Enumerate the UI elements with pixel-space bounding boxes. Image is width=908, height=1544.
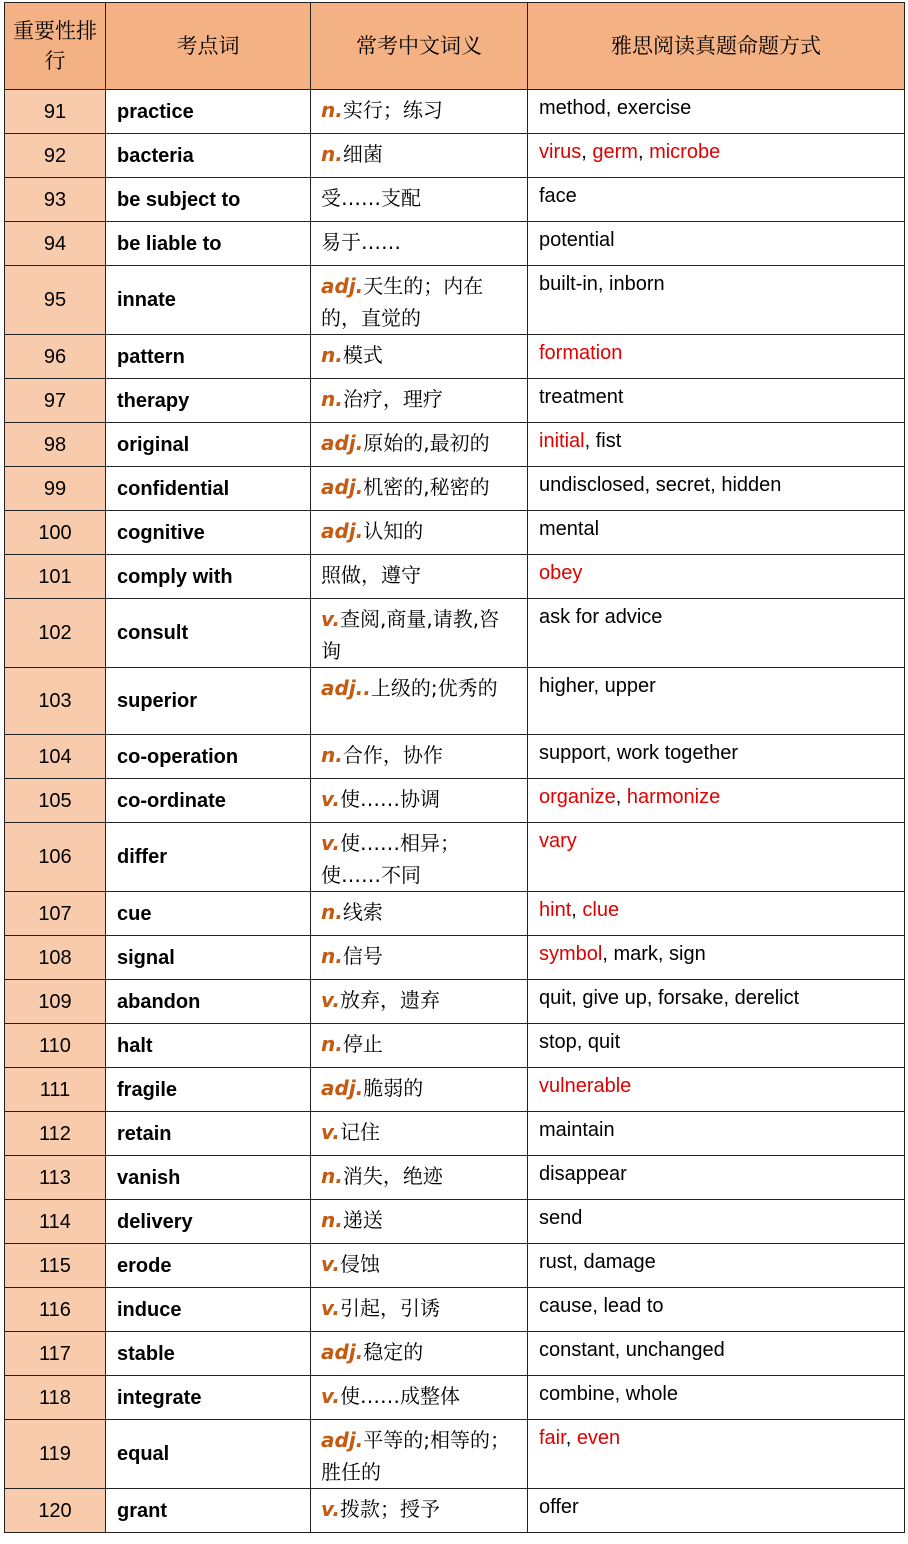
rank-cell: 109: [5, 980, 106, 1024]
part-of-speech: v.: [321, 831, 341, 855]
ielts-paraphrase-cell: [528, 1489, 905, 1533]
keyword-cell: erode: [106, 1244, 311, 1288]
chinese-meaning-cell: [311, 1112, 528, 1156]
chinese-meaning-cell: [311, 668, 528, 735]
ielts-paraphrase-cell: [528, 599, 905, 668]
rank-cell: 97: [5, 379, 106, 423]
synonym-text: higher, upper: [539, 675, 656, 697]
synonym-highlight: microbe: [649, 141, 721, 163]
table-row: [5, 511, 905, 555]
rank-cell: 100: [5, 511, 106, 555]
header-word: 考点词: [106, 3, 311, 90]
table-row: [5, 936, 905, 980]
ielts-paraphrase-cell: [528, 735, 905, 779]
part-of-speech: v.: [321, 1497, 341, 1521]
synonym-highlight: vulnerable: [539, 1075, 632, 1097]
table-row: [5, 134, 905, 178]
ielts-paraphrase-cell: [528, 936, 905, 980]
ielts-paraphrase-cell: [528, 1420, 905, 1489]
table-row: [5, 379, 905, 423]
ielts-paraphrase-cell: [528, 423, 905, 467]
keyword-cell: differ: [106, 823, 311, 892]
synonym-text: ask for advice: [539, 606, 663, 628]
chinese-meaning-cell: [311, 555, 528, 599]
table-row: [5, 1288, 905, 1332]
part-of-speech: adj.: [321, 475, 364, 499]
table-row: [5, 1200, 905, 1244]
synonym-text: ,: [615, 786, 627, 808]
synonym-highlight: obey: [539, 562, 583, 584]
chinese-meaning: 天生的；内在的，直觉的: [321, 274, 484, 330]
table-row: [5, 335, 905, 379]
rank-cell: 112: [5, 1112, 106, 1156]
rank-cell: 106: [5, 823, 106, 892]
part-of-speech: n.: [321, 1208, 343, 1232]
part-of-speech: adj..: [321, 676, 371, 700]
chinese-meaning-cell: [311, 735, 528, 779]
chinese-meaning: 线索: [342, 900, 383, 924]
keyword-cell: cue: [106, 892, 311, 936]
synonym-highlight: formation: [539, 342, 623, 364]
table-row: [5, 1156, 905, 1200]
part-of-speech: v.: [321, 1384, 341, 1408]
keyword-cell: comply with: [106, 555, 311, 599]
keyword-cell: be liable to: [106, 222, 311, 266]
keyword-cell: be subject to: [106, 178, 311, 222]
part-of-speech: v.: [321, 1252, 341, 1276]
keyword-cell: stable: [106, 1332, 311, 1376]
part-of-speech: adj.: [321, 431, 364, 455]
table-row: [5, 980, 905, 1024]
part-of-speech: adj.: [321, 274, 364, 298]
ielts-paraphrase-cell: [528, 1376, 905, 1420]
vocabulary-table: [4, 2, 905, 1533]
ielts-paraphrase-cell: [528, 1244, 905, 1288]
table-row: [5, 735, 905, 779]
chinese-meaning: 消失，绝迹: [342, 1164, 443, 1188]
header-rank: 重要性排行: [5, 3, 106, 90]
ielts-paraphrase-cell: [528, 779, 905, 823]
chinese-meaning-cell: [311, 1420, 528, 1489]
synonym-text: ,: [637, 141, 650, 163]
chinese-meaning: 引起，引诱: [340, 1296, 441, 1320]
ielts-paraphrase-cell: [528, 1024, 905, 1068]
keyword-cell: induce: [106, 1288, 311, 1332]
rank-cell: 93: [5, 178, 106, 222]
chinese-meaning-cell: [311, 1024, 528, 1068]
chinese-meaning-cell: [311, 1288, 528, 1332]
table-body: [5, 90, 905, 1533]
chinese-meaning-cell: [311, 779, 528, 823]
synonym-highlight: vary: [539, 830, 577, 852]
chinese-meaning: 实行；练习: [342, 98, 443, 122]
chinese-meaning: 平等的;相等的；胜任的: [321, 1428, 511, 1484]
ielts-paraphrase-cell: [528, 823, 905, 892]
keyword-cell: halt: [106, 1024, 311, 1068]
rank-cell: 95: [5, 266, 106, 335]
chinese-meaning-cell: [311, 511, 528, 555]
chinese-meaning: 机密的,秘密的: [363, 475, 490, 499]
table-row: [5, 178, 905, 222]
ielts-paraphrase-cell: [528, 1112, 905, 1156]
keyword-cell: cognitive: [106, 511, 311, 555]
chinese-meaning-cell: [311, 980, 528, 1024]
table-row: [5, 668, 905, 735]
chinese-meaning-cell: [311, 1068, 528, 1112]
chinese-meaning: 治疗，理疗: [342, 387, 443, 411]
rank-cell: 115: [5, 1244, 106, 1288]
chinese-meaning: 记住: [340, 1120, 381, 1144]
rank-cell: 99: [5, 467, 106, 511]
chinese-meaning-cell: [311, 1376, 528, 1420]
synonym-text: potential: [539, 229, 615, 251]
keyword-cell: retain: [106, 1112, 311, 1156]
ielts-paraphrase-cell: [528, 980, 905, 1024]
chinese-meaning: 拨款；授予: [340, 1497, 441, 1521]
rank-cell: 110: [5, 1024, 106, 1068]
part-of-speech: v.: [321, 787, 341, 811]
synonym-highlight: initial: [539, 430, 585, 452]
table-row: [5, 892, 905, 936]
rank-cell: 105: [5, 779, 106, 823]
chinese-meaning-cell: [311, 1332, 528, 1376]
table-header: [5, 3, 905, 90]
table-row: [5, 1489, 905, 1533]
chinese-meaning: 使……相异；使……不同: [321, 831, 461, 887]
keyword-cell: equal: [106, 1420, 311, 1489]
ielts-paraphrase-cell: [528, 467, 905, 511]
chinese-meaning: 放弃，遗弃: [340, 988, 441, 1012]
synonym-highlight: germ: [592, 141, 638, 163]
part-of-speech: v.: [321, 988, 341, 1012]
table-row: [5, 1244, 905, 1288]
ielts-paraphrase-cell: [528, 335, 905, 379]
ielts-paraphrase-cell: [528, 892, 905, 936]
rank-cell: 118: [5, 1376, 106, 1420]
chinese-meaning-cell: [311, 892, 528, 936]
ielts-paraphrase-cell: [528, 379, 905, 423]
rank-cell: 119: [5, 1420, 106, 1489]
table-row: [5, 599, 905, 668]
synonym-text: , mark, sign: [602, 943, 706, 965]
ielts-paraphrase-cell: [528, 1156, 905, 1200]
synonym-text: method, exercise: [539, 97, 692, 119]
part-of-speech: adj.: [321, 1340, 364, 1364]
part-of-speech: n.: [321, 98, 343, 122]
table-row: [5, 1376, 905, 1420]
synonym-highlight: organize: [539, 786, 616, 808]
table-row: [5, 823, 905, 892]
chinese-meaning: 查阅,商量,请教,咨询: [321, 607, 500, 663]
table-row: [5, 1332, 905, 1376]
chinese-meaning-cell: [311, 936, 528, 980]
synonym-text: quit, give up, forsake, derelict: [539, 987, 800, 1009]
synonym-text: disappear: [539, 1163, 627, 1185]
chinese-meaning-cell: [311, 823, 528, 892]
synonym-text: ,: [581, 141, 593, 163]
chinese-meaning-cell: [311, 222, 528, 266]
synonym-highlight: hint: [539, 899, 572, 921]
ielts-paraphrase-cell: [528, 668, 905, 735]
part-of-speech: adj.: [321, 1428, 364, 1452]
chinese-meaning-cell: [311, 1156, 528, 1200]
chinese-meaning: 脆弱的: [363, 1076, 424, 1100]
synonym-text: offer: [539, 1496, 579, 1518]
synonym-text: mental: [539, 518, 600, 540]
chinese-meaning: 细菌: [342, 142, 383, 166]
keyword-cell: vanish: [106, 1156, 311, 1200]
table-row: [5, 1420, 905, 1489]
chinese-meaning: 稳定的: [363, 1340, 424, 1364]
synonym-text: cause, lead to: [539, 1295, 664, 1317]
part-of-speech: v.: [321, 1296, 341, 1320]
synonym-text: face: [539, 185, 577, 207]
part-of-speech: adj.: [321, 1076, 364, 1100]
part-of-speech: n.: [321, 387, 343, 411]
ielts-paraphrase-cell: [528, 134, 905, 178]
table-row: [5, 1112, 905, 1156]
table-row: [5, 1068, 905, 1112]
rank-cell: 91: [5, 90, 106, 134]
keyword-cell: fragile: [106, 1068, 311, 1112]
table-row: [5, 266, 905, 335]
ielts-paraphrase-cell: [528, 90, 905, 134]
ielts-paraphrase-cell: [528, 1288, 905, 1332]
chinese-meaning-cell: [311, 266, 528, 335]
rank-cell: 98: [5, 423, 106, 467]
keyword-cell: original: [106, 423, 311, 467]
chinese-meaning-cell: [311, 423, 528, 467]
table-row: [5, 222, 905, 266]
chinese-meaning: 原始的,最初的: [363, 431, 490, 455]
synonym-text: stop, quit: [539, 1031, 621, 1053]
part-of-speech: n.: [321, 944, 343, 968]
part-of-speech: v.: [321, 1120, 341, 1144]
chinese-meaning-cell: [311, 1200, 528, 1244]
ielts-paraphrase-cell: [528, 1200, 905, 1244]
synonym-highlight: harmonize: [626, 786, 721, 808]
synonym-highlight: virus: [539, 141, 582, 163]
part-of-speech: adj.: [321, 519, 364, 543]
synonym-text: built-in, inborn: [539, 273, 665, 295]
table-row: [5, 467, 905, 511]
synonym-text: send: [539, 1207, 583, 1229]
table-row: [5, 779, 905, 823]
ielts-paraphrase-cell: [528, 555, 905, 599]
chinese-meaning: 易于……: [321, 230, 401, 254]
synonym-text: maintain: [539, 1119, 615, 1141]
keyword-cell: bacteria: [106, 134, 311, 178]
chinese-meaning: 使……成整体: [340, 1384, 461, 1408]
synonym-highlight: clue: [582, 899, 620, 921]
rank-cell: 120: [5, 1489, 106, 1533]
chinese-meaning: 递送: [342, 1208, 383, 1232]
rank-cell: 114: [5, 1200, 106, 1244]
rank-cell: 96: [5, 335, 106, 379]
chinese-meaning: 照做，遵守: [321, 563, 421, 587]
keyword-cell: practice: [106, 90, 311, 134]
ielts-paraphrase-cell: [528, 511, 905, 555]
chinese-meaning-cell: [311, 1489, 528, 1533]
keyword-cell: superior: [106, 668, 311, 735]
ielts-paraphrase-cell: [528, 178, 905, 222]
chinese-meaning: 合作，协作: [342, 743, 443, 767]
chinese-meaning-cell: [311, 379, 528, 423]
chinese-meaning-cell: [311, 178, 528, 222]
part-of-speech: n.: [321, 900, 343, 924]
rank-cell: 103: [5, 668, 106, 735]
rank-cell: 92: [5, 134, 106, 178]
part-of-speech: v.: [321, 607, 341, 631]
rank-cell: 113: [5, 1156, 106, 1200]
keyword-cell: co-ordinate: [106, 779, 311, 823]
chinese-meaning: 停止: [342, 1032, 383, 1056]
synonym-text: , fist: [584, 430, 622, 452]
synonym-highlight: even: [576, 1427, 621, 1449]
synonym-highlight: symbol: [539, 943, 603, 965]
ielts-paraphrase-cell: [528, 1068, 905, 1112]
rank-cell: 102: [5, 599, 106, 668]
synonym-text: ,: [571, 899, 583, 921]
part-of-speech: n.: [321, 743, 343, 767]
synonym-text: support, work together: [539, 742, 738, 764]
rank-cell: 116: [5, 1288, 106, 1332]
chinese-meaning: 认知的: [363, 519, 424, 543]
keyword-cell: confidential: [106, 467, 311, 511]
keyword-cell: pattern: [106, 335, 311, 379]
rank-cell: 117: [5, 1332, 106, 1376]
synonym-text: combine, whole: [539, 1383, 678, 1405]
chinese-meaning-cell: [311, 90, 528, 134]
table-row: [5, 423, 905, 467]
chinese-meaning-cell: [311, 599, 528, 668]
keyword-cell: therapy: [106, 379, 311, 423]
rank-cell: 94: [5, 222, 106, 266]
synonym-text: ,: [565, 1427, 577, 1449]
synonym-text: treatment: [539, 386, 624, 408]
ielts-paraphrase-cell: [528, 222, 905, 266]
chinese-meaning-cell: [311, 467, 528, 511]
chinese-meaning: 使……协调: [340, 787, 441, 811]
part-of-speech: n.: [321, 1164, 343, 1188]
synonym-highlight: fair: [539, 1427, 566, 1449]
part-of-speech: n.: [321, 1032, 343, 1056]
synonym-text: constant, unchanged: [539, 1339, 725, 1361]
chinese-meaning: 侵蚀: [340, 1252, 381, 1276]
ielts-paraphrase-cell: [528, 1332, 905, 1376]
header-ielts: 雅思阅读真题命题方式: [528, 3, 905, 90]
keyword-cell: abandon: [106, 980, 311, 1024]
keyword-cell: delivery: [106, 1200, 311, 1244]
rank-cell: 111: [5, 1068, 106, 1112]
chinese-meaning-cell: [311, 335, 528, 379]
keyword-cell: grant: [106, 1489, 311, 1533]
part-of-speech: n.: [321, 343, 343, 367]
ielts-paraphrase-cell: [528, 266, 905, 335]
table-row: [5, 1024, 905, 1068]
chinese-meaning-cell: [311, 1244, 528, 1288]
keyword-cell: innate: [106, 266, 311, 335]
header-chinese: 常考中文词义: [311, 3, 528, 90]
keyword-cell: consult: [106, 599, 311, 668]
rank-cell: 108: [5, 936, 106, 980]
synonym-text: undisclosed, secret, hidden: [539, 474, 782, 496]
keyword-cell: signal: [106, 936, 311, 980]
keyword-cell: integrate: [106, 1376, 311, 1420]
part-of-speech: n.: [321, 142, 343, 166]
table-row: [5, 90, 905, 134]
chinese-meaning-cell: [311, 134, 528, 178]
synonym-text: rust, damage: [539, 1251, 656, 1273]
chinese-meaning: 信号: [342, 944, 383, 968]
rank-cell: 101: [5, 555, 106, 599]
rank-cell: 104: [5, 735, 106, 779]
chinese-meaning: 受……支配: [321, 186, 421, 210]
rank-cell: 107: [5, 892, 106, 936]
chinese-meaning: 上级的;优秀的: [370, 676, 498, 700]
table-row: [5, 555, 905, 599]
keyword-cell: co-operation: [106, 735, 311, 779]
chinese-meaning: 模式: [342, 343, 383, 367]
